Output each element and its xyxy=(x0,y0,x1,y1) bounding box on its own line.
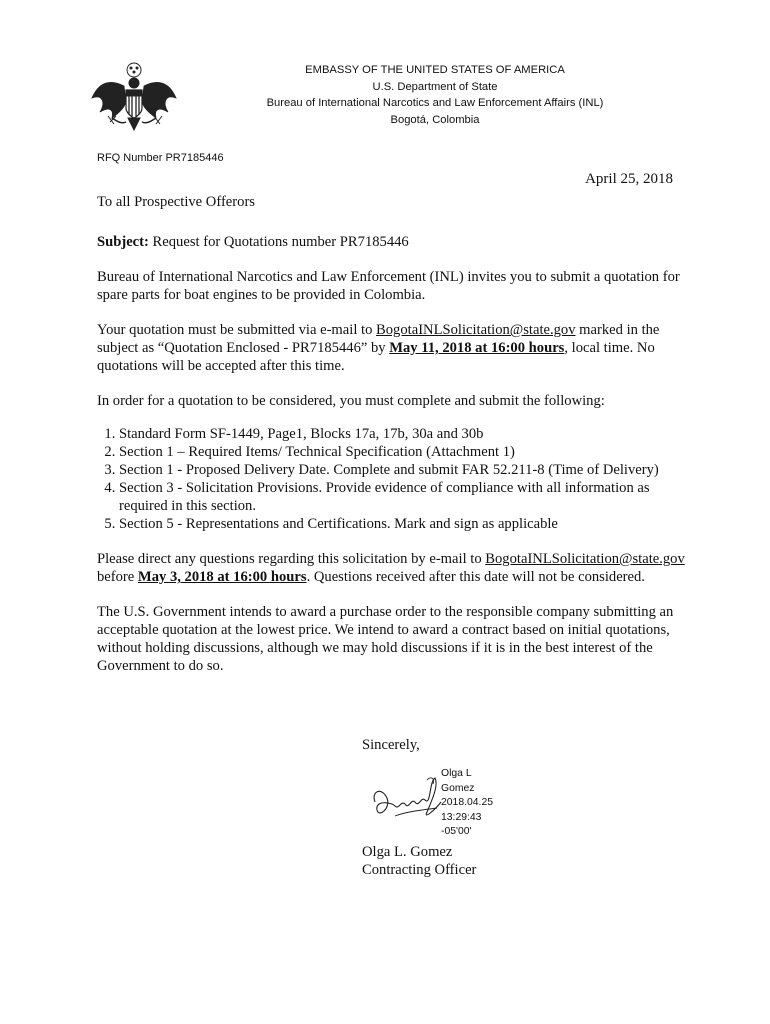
submission-email-link[interactable]: BogotaINLSolicitation@state.gov xyxy=(376,322,576,338)
requirements-intro: In order for a quotation to be considered, you must complete and submit the following: xyxy=(97,393,605,409)
letterhead-bureau: Bureau of International Narcotics and Law Enforcement Affairs (INL) xyxy=(266,97,604,109)
questions-pre: Please direct any questions regarding this solicitation by e-mail to xyxy=(97,551,486,567)
subject-label: Subject: xyxy=(97,234,149,250)
closing: Sincerely, xyxy=(362,737,420,753)
list-item: 3. Section 1 - Proposed Delivery Date. Complete and submit FAR 52.211-8 (Time of Delivery) xyxy=(119,461,687,479)
questions-paragraph xyxy=(97,550,687,586)
questions-email-link[interactable]: BogotaINLSolicitation@state.gov xyxy=(485,551,685,567)
letter-body xyxy=(97,193,687,692)
letter-date: April 25, 2018 xyxy=(585,171,673,187)
subject-text: Request for Quotations number PR7185446 xyxy=(148,234,409,250)
letterhead-location: Bogotá, Colombia xyxy=(390,113,480,126)
award-paragraph: The U.S. Government intends to award a purchase order to the responsible company submitting an acceptable quotation at the lowest price. We intend to award a contract based on initial quotations, without holding discussions, although we may hold discussions if it is in the best interest of the Government to do so. xyxy=(97,604,674,674)
questions-mid: before xyxy=(97,569,138,585)
requirements-list xyxy=(97,425,687,533)
questions-post: . Questions received after this date will not be considered. xyxy=(306,569,645,585)
list-item: 1. Standard Form SF-1449, Page1, Blocks 17a, 17b, 30a and 30b xyxy=(119,425,687,443)
submission-pre: Your quotation must be submitted via e-mail to xyxy=(97,322,377,338)
list-item: 4. Section 3 - Solicitation Provisions. Provide evidence of compliance with all information as required in this section. xyxy=(119,479,687,515)
digital-signature-stamp: Olga L Gomez 2018.04.25 13:29:43 -05'00' xyxy=(441,768,494,838)
submission-mid: marked in the subject as “Quotation Enclosed - PR7185446” by xyxy=(97,322,660,356)
signer-block xyxy=(362,843,476,879)
submission-post: , local time. No quotations will be accepted after this time. xyxy=(97,340,655,374)
questions-deadline: May 3, 2018 at 16:00 hours xyxy=(137,569,307,585)
salutation: To all Prospective Offerors xyxy=(97,194,255,210)
list-item: 5. Section 5 - Representations and Certifications. Mark and sign as applicable xyxy=(119,515,687,533)
list-item: 2. Section 1 – Required Items/ Technical Specification (Attachment 1) xyxy=(119,443,687,461)
handwritten-signature xyxy=(365,772,447,832)
intro-paragraph: Bureau of International Narcotics and Law Enforcement (INL) invites you to submit a quotation for spare parts for boat engines to be provided in Colombia. xyxy=(97,269,680,303)
submission-paragraph xyxy=(97,321,687,375)
subject-line xyxy=(97,233,687,251)
letterhead xyxy=(0,62,770,128)
signer-title: Contracting Officer xyxy=(362,862,477,878)
submission-deadline: May 11, 2018 at 16:00 hours xyxy=(389,340,565,356)
signer-name: Olga L. Gomez xyxy=(362,844,453,860)
letterhead-embassy: EMBASSY OF THE UNITED STATES OF AMERICA xyxy=(305,64,565,76)
letterhead-department: U.S. Department of State xyxy=(372,80,498,93)
rfq-number: RFQ Number PR7185446 xyxy=(97,152,224,164)
